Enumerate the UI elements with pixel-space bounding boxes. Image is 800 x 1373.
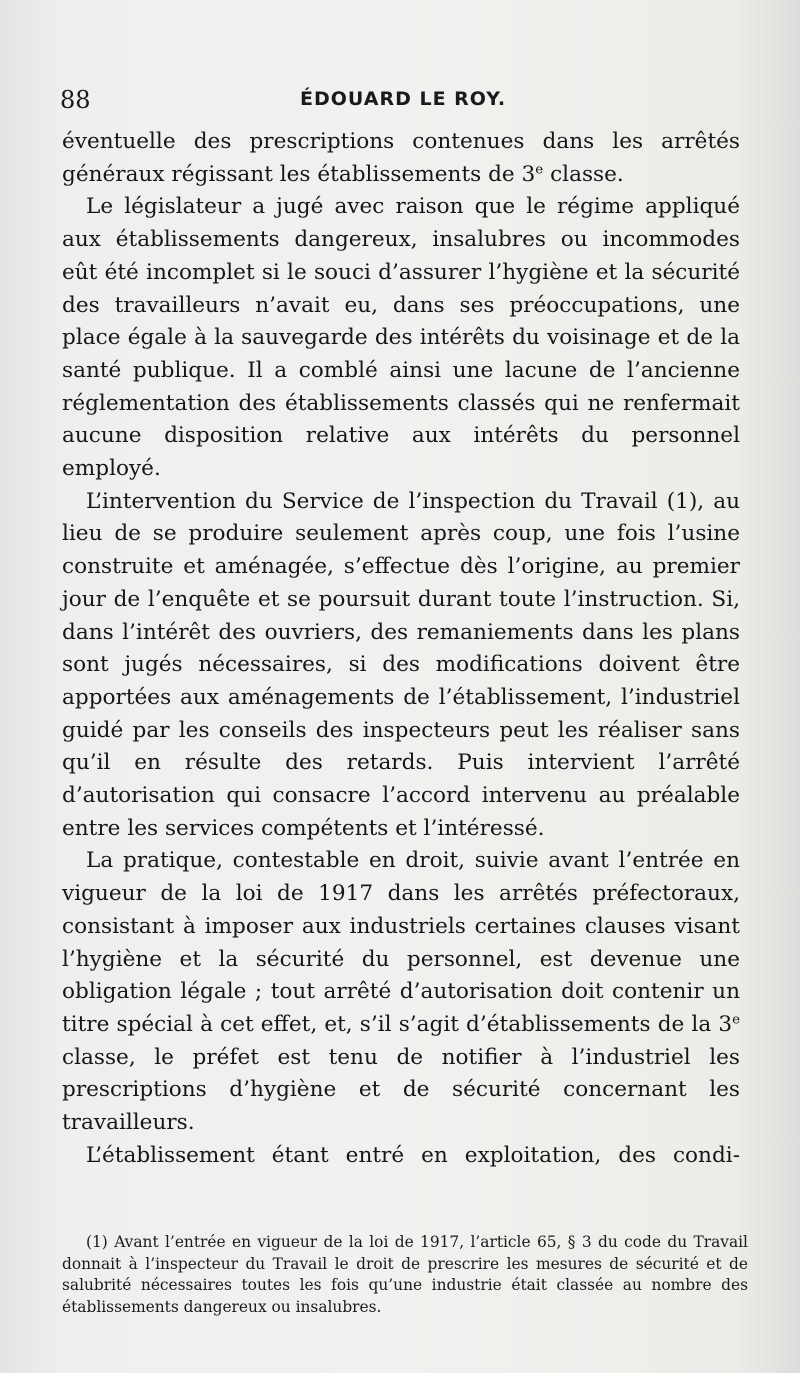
paragraph-text: La pratique, contestable en droit, suivie avant l’entrée en vigueur de la loi de 1917 dans les arrêtés préfectoraux, consistant à imposer aux industriels certaines clauses visant l’hygiène et la sécurité du personnel, est devenue une obligation légale ; tout arrêté d’autorisation doit contenir un titre spécial à cet effet, et, s’il s’agit d’établissements de la 3 (62, 848, 740, 1037)
body-text (62, 126, 740, 1173)
superscript: e (732, 1012, 740, 1028)
paragraph-text: classe, le préfet est tenu de notifier à l’industriel les prescriptions d’hygiène et de sécurité concernant les travailleurs. (62, 1044, 740, 1136)
page-header (60, 86, 740, 116)
footnote (62, 1232, 748, 1318)
running-head: ÉDOUARD LE ROY. (300, 88, 507, 110)
paragraph (62, 845, 740, 1139)
paragraph: L’établissement étant entré en exploitation, des condi- (86, 1142, 740, 1168)
footnote-marker: (1) (86, 1233, 108, 1251)
superscript: e (535, 162, 544, 178)
paragraph-text: classe. (543, 161, 624, 187)
paragraph-continued (62, 126, 740, 191)
page-number: 88 (60, 86, 91, 114)
paragraph: L’intervention du Service de l’inspection du Travail (1), au lieu de se produire seulement après coup, une fois l’usine construite et aménagée, s’effectue dès l’origine, au premier jour de l’enquête et se poursuit durant toute l’instruction. Si, dans l’intérêt des ouvriers, des remaniements dans les plans sont jugés nécessaires, si des modifications doivent être apportées aux aménagements de l’établissement, l’industriel guidé par les conseils des inspecteurs peut les réaliser sans qu’il en résulte des retards. Puis intervient l’arrêté d’autorisation qui consacre l’accord intervenu au préalable entre les services compétents et l’intéressé. (62, 488, 740, 841)
footnote-text: Avant l’entrée en vigueur de la loi de 1917, l’article 65, § 3 du code du Travail donnait à l’inspecteur du Travail le droit de prescrire les mesures de sécurité et de salubrité nécessaires toutes les fois qu’une industrie était classée au nombre des établissements dangereux ou insalubres. (62, 1233, 748, 1316)
paragraph: Le législateur a jugé avec raison que le régime appliqué aux établissements dangereux, insalubres ou incommodes eût été incomplet si le souci d’assurer l’hygiène et la sécurité des travailleurs n’avait eu, dans ses préoccupations, une place égale à la sauvegarde des intérêts du voisinage et de la santé publique. Il a comblé ainsi une lacune de l’ancienne réglementation des établissements classés qui ne renfermait aucune disposition relative aux intérêts du personnel employé. (62, 194, 740, 482)
paragraph-text: éventuelle des prescriptions contenues dans les arrêtés généraux régissant les établissements de 3 (62, 129, 740, 187)
